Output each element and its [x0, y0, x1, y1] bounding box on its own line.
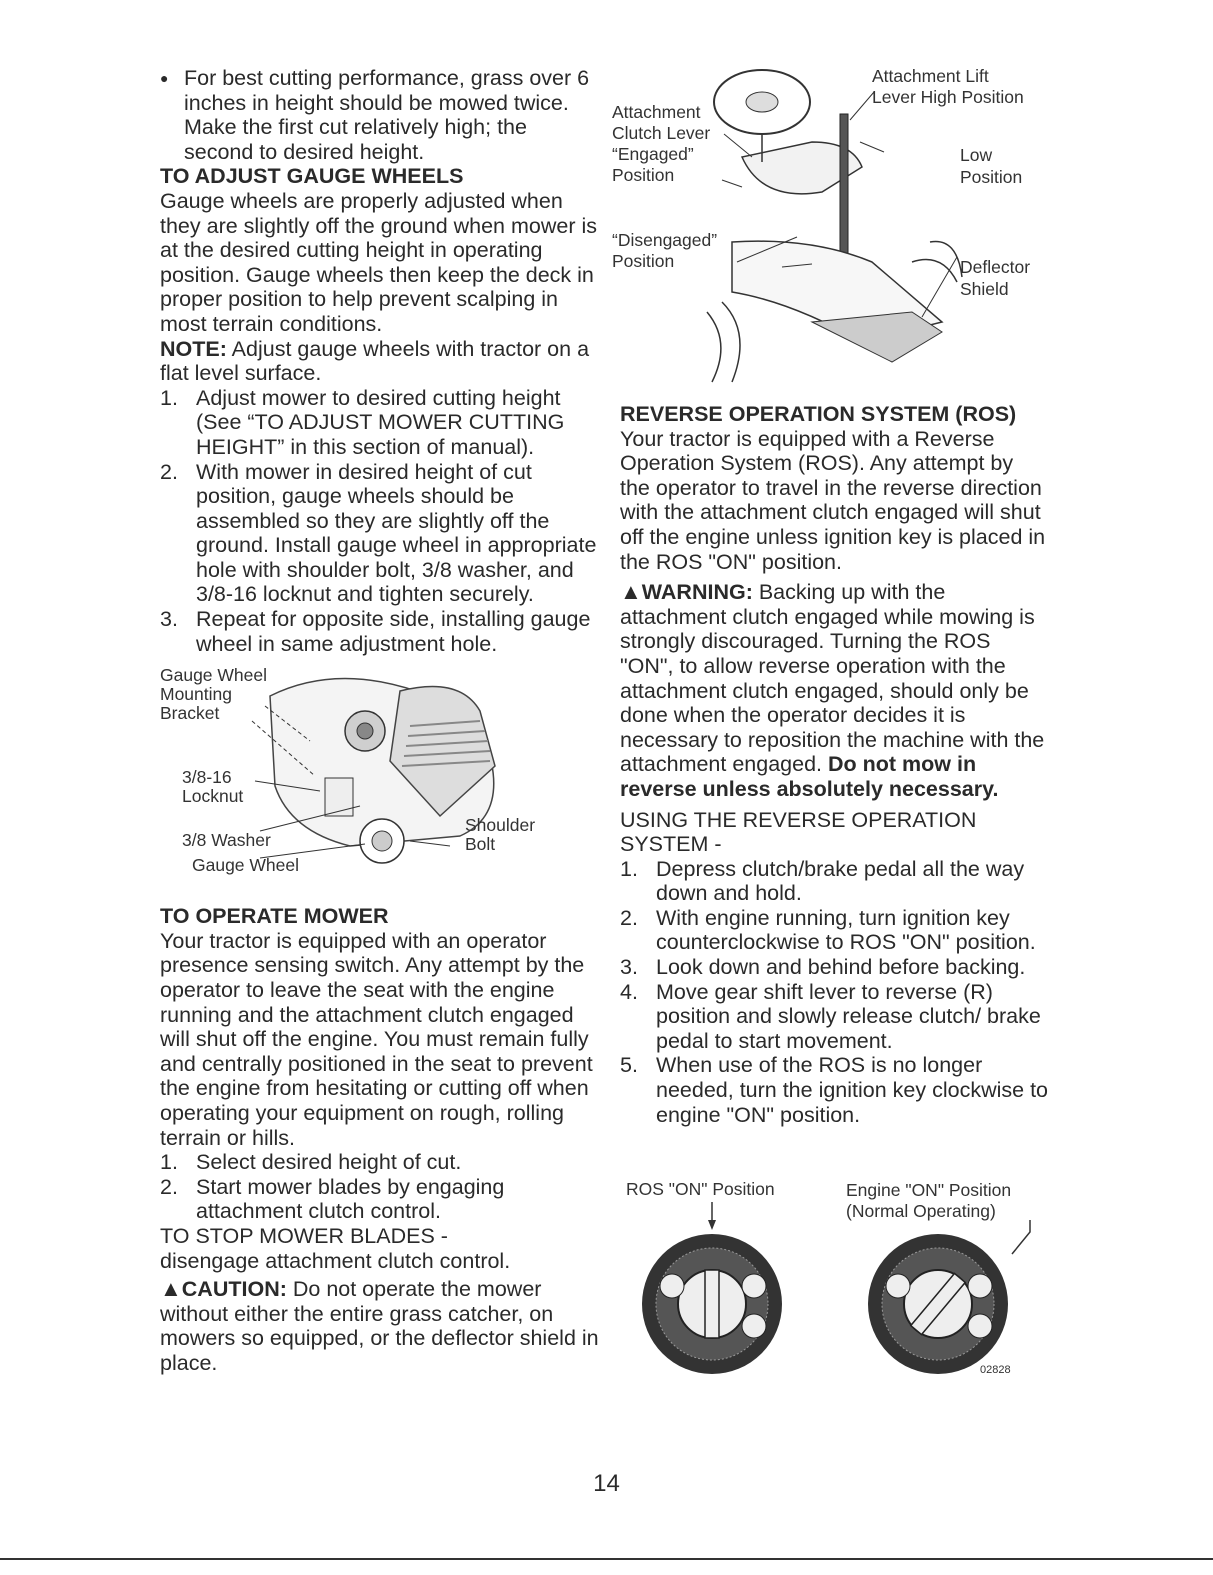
label-engine-on: Engine "ON" Position (Normal Operating)	[846, 1180, 1012, 1221]
ignition-switch-figure	[620, 1176, 1060, 1376]
warning-triangle-icon: ▲	[160, 1276, 182, 1302]
label-bracket: Gauge Wheel Mounting Bracket	[160, 665, 268, 724]
list-item: 2. Start mower blades by engaging attachment clutch control.	[160, 1174, 505, 1224]
stop-heading: TO STOP MOWER BLADES -	[160, 1223, 448, 1248]
warning-paragraph	[620, 580, 1048, 801]
list-item: 1. Adjust mower to desired cutting height (See “TO ADJUST MOWER CUTTING HEIGHT” in this section of manual).	[160, 385, 565, 459]
note-text: Adjust gauge wheels with tractor on a flat level surface.	[160, 336, 590, 386]
operate-paragraph: Your tractor is equipped with an operator presence sensing switch. Any attempt by the operator to leave the seat with the engine running and the attachment clutch engaged will shut off the engine. You must remain fully and centrally positioned in the seat to prevent the engine from hesitating or cutting off when operating your equipment on rough, rolling terrain or hills.	[160, 928, 593, 1150]
right-column	[620, 402, 1048, 1127]
figure-code: 02828	[980, 1364, 1011, 1376]
label-disengaged: “Disengaged” Position	[612, 230, 718, 271]
list-item: 1. Select desired height of cut.	[160, 1150, 462, 1175]
list-item: 3. Look down and behind before backing.	[620, 955, 1026, 980]
warning-label: WARNING:	[641, 580, 753, 605]
list-item: 2. With engine running, turn ignition key counterclockwise to ROS "ON" position.	[620, 905, 1036, 955]
label-lift-high: Attachment Lift Lever High Position	[872, 66, 1024, 107]
gauge-paragraph: Gauge wheels are properly adjusted when they are slightly off the ground when mower is at the desired cutting height in operating position. Gauge wheels then keep the deck in proper position to help prevent scalping in most terrain conditions.	[160, 188, 598, 336]
page-number: 14	[593, 1470, 620, 1497]
list-item: 4. Move gear shift lever to reverse (R) position and slowly release clutch/ brake pedal to start movement.	[620, 979, 1041, 1053]
warning-triangle-icon: ▲	[620, 579, 642, 605]
ros-paragraph: Your tractor is equipped with a Reverse Operation System (ROS). Any attempt by the operator to travel in the reverse direction with the attachment clutch engaged will shut off the engine unless ignition key is placed in the ROS "ON" position.	[620, 426, 1046, 574]
caution-paragraph	[160, 1277, 600, 1375]
using-steps	[620, 857, 1048, 1128]
note-label: NOTE:	[160, 336, 227, 361]
tractor-lever-figure	[612, 62, 1052, 398]
bullet-dot-icon: ●	[160, 70, 169, 86]
bullet-paragraph: ● For best cutting performance, grass over 6 inches in height should be mowed twice. Make the first cut relatively high; the second to desired height.	[160, 66, 590, 164]
list-item: 1. Depress clutch/brake pedal all the way down and hold.	[620, 856, 1025, 906]
caution-text: Do not operate the mower without either the entire grass catcher, on mowers so equipped, or the deflector shield in place.	[160, 1277, 599, 1375]
label-washer: 3/8 Washer	[182, 830, 271, 851]
ros-heading: REVERSE OPERATION SYSTEM (ROS)	[620, 402, 1017, 426]
note-paragraph	[160, 337, 600, 386]
stop-text: disengage attachment clutch control.	[160, 1248, 511, 1273]
warning-bold-text: Do not mow in reverse unless absolutely necessary.	[620, 752, 999, 801]
using-heading: USING THE REVERSE OPERATION SYSTEM -	[620, 807, 977, 857]
label-ros-on: ROS "ON" Position	[626, 1179, 775, 1199]
gauge-heading: TO ADJUST GAUGE WHEELS	[160, 164, 464, 189]
label-shoulder-bolt: Shoulder Bolt	[465, 815, 536, 855]
caution-label: CAUTION:	[181, 1277, 287, 1302]
label-low-position: Low Position	[960, 145, 1023, 187]
operate-heading: TO OPERATE MOWER	[160, 904, 389, 929]
warning-text: Backing up with the attachment clutch engaged while mowing is strongly discouraged. Turning the ROS "ON", to allow reverse operation with the attachment clutch engaged, should only be done when the operator decides it is necessary to reposition the machine with the attachment engaged.	[620, 580, 1045, 777]
list-item: 5. When use of the ROS is no longer needed, turn the ignition key clockwise to engine "ON" position.	[620, 1053, 1049, 1127]
label-deflector: Deflector Shield	[960, 257, 1031, 299]
list-item: 3. Repeat for opposite side, installing gauge wheel in same adjustment hole.	[160, 607, 591, 656]
operate-steps	[160, 1150, 600, 1224]
left-column	[160, 66, 600, 1376]
label-gauge-wheel: Gauge Wheel	[192, 855, 300, 876]
gauge-wheel-figure	[160, 666, 600, 888]
gauge-steps	[160, 386, 600, 657]
ignition-dials	[620, 1176, 1060, 1376]
list-item: 2. With mower in desired height of cut position, gauge wheels should be assembled so they are slightly off the ground. Install gauge wheel in appropriate hole with shoulder bolt, 3/8 washer, and 3/8-16 locknut and tighten securely.	[160, 459, 597, 607]
label-locknut: 3/8-16 Locknut	[182, 767, 244, 807]
label-clutch-lever: Attachment Clutch Lever “Engaged” Position	[612, 102, 711, 185]
bottom-divider	[0, 1558, 1213, 1560]
